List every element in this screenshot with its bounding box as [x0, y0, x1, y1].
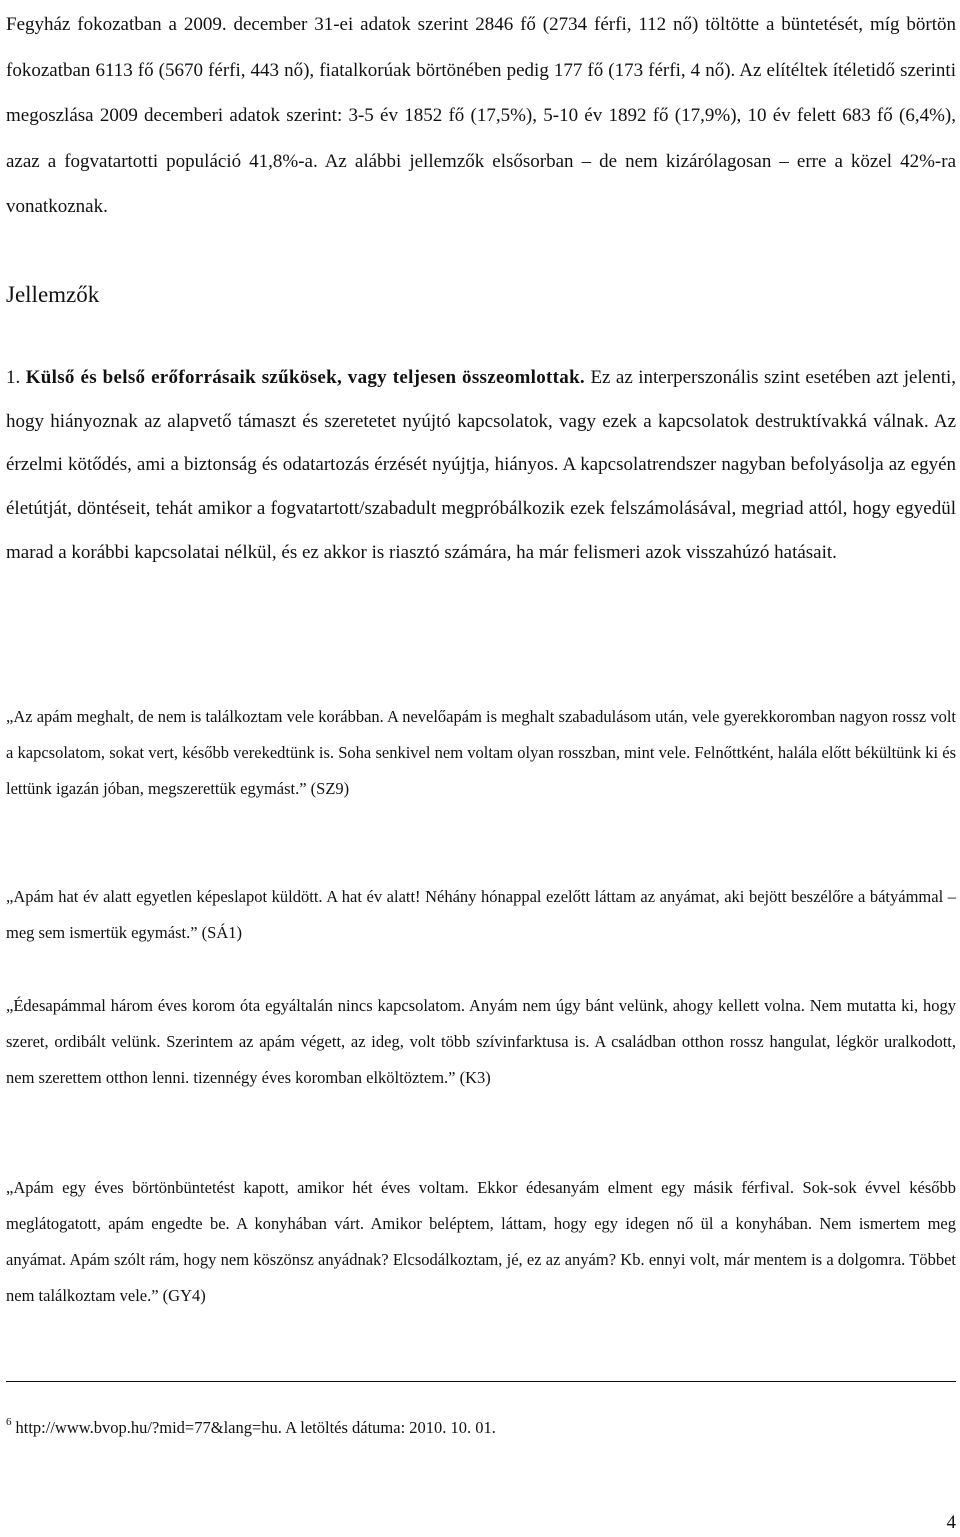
interview-quote-sa1: „Apám hat év alatt egyetlen képeslapot küldött. A hat év alatt! Néhány hónappal ezelőtt láttam az anyámat, aki bejött beszélőre a bátyámmal – meg sem ismertük egymást.” (SÁ1): [6, 887, 956, 942]
body-paragraph-item-1: [6, 356, 956, 575]
item-number: 1.: [6, 367, 21, 388]
body-paragraph-statistics: Fegyház fokozatban a 2009. december 31-ei adatok szerint 2846 fő (2734 férfi, 112 nő) töltötte a büntetését, míg börtön fokozatban 6113 fő (5670 férfi, 443 nő), fiatalkorúak börtönében pedig 177 fő (173 férfi, 4 nő). Az elítéltek ítéletidő szerinti megoszlása 2009 decemberi adatok szerint: 3-5 év 1852 fő (17,5%), 5-10 év 1892 fő (17,9%), 10 év felett 683 fő (6,4%), azaz a fogvatartotti populáció 41,8%-a. Az alábbi jellemzők elsősorban – de nem kizárólagosan – erre a közel 42%-ra vonatkoznak.: [6, 14, 956, 217]
item-bold-statement: Külső és belső erőforrásaik szűkösek, vagy teljesen összeomlottak.: [25, 367, 585, 388]
page-number: 4: [946, 1512, 956, 1533]
footnote-marker: 6: [6, 1416, 12, 1428]
section-heading: Jellemzők: [6, 282, 100, 307]
footnote-text: http://www.bvop.hu/?mid=77&lang=hu. A letöltés dátuma: 2010. 10. 01.: [15, 1418, 496, 1437]
footnote: [6, 1416, 496, 1438]
interview-quote-gy4: „Apám egy éves börtönbüntetést kapott, amikor hét éves voltam. Ekkor édesanyám elment egy másik férfival. Sok-sok évvel később meglátogatott, apám engedte be. A konyhában várt. Amikor beléptem, láttam, hogy egy idegen nő ül a konyhában. Nem ismertem meg anyámat. Apám szólt rám, hogy nem köszönsz anyádnak? Elcsodálkoztam, jé, ez az anyám? Kb. ennyi volt, már mentem is a dolgomra. Többet nem találkoztam vele.” (GY4): [6, 1178, 956, 1305]
interview-quote-k3: „Édesapámmal három éves korom óta egyáltalán nincs kapcsolatom. Anyám nem úgy bánt velünk, ahogy kellett volna. Nem mutatta ki, hogy szeret, ordibált velünk. Szerintem az apám végett, az ideg, volt több szívinfarktusa is. A családban otthon rossz hangulat, légkör uralkodott, nem szerettem otthon lenni. tizennégy éves koromban elköltöztem.” (K3): [6, 996, 956, 1087]
interview-quote-sz9: „Az apám meghalt, de nem is találkoztam vele korábban. A nevelőapám is meghalt szabadulásom után, vele gyerekkoromban nagyon rossz volt a kapcsolatom, sokat vert, később verekedtünk is. Soha senkivel nem voltam olyan rosszban, mint vele. Felnőttként, halála előtt békültünk ki és lettünk igazán jóban, megszerettük egymást.” (SZ9): [6, 707, 956, 798]
footnote-separator: [6, 1381, 956, 1382]
item-explanation: Ez az interperszonális szint esetében azt jelenti, hogy hiányoznak az alapvető támaszt és szeretetet nyújtó kapcsolatok, vagy ezek a kapcsolatok destruktívakká válnak. Az érzelmi kötődés, ami a biztonság és odatartozás érzését nyújtja, hiányos. A kapcsolatrendszer nagyban befolyásolja az egyén életútját, döntéseit, tehát amikor a fogvatartott/szabadult megpróbálkozik ezek felszámolásával, megriad attól, hogy egyedül marad a korábbi kapcsolatai nélkül, és ez akkor is riasztó számára, ha már felismeri azok visszahúzó hatásait.: [6, 367, 956, 563]
